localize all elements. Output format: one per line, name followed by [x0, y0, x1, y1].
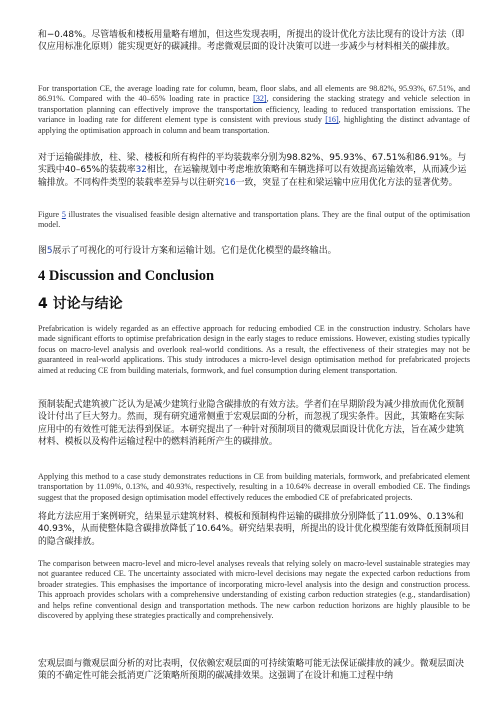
- section-heading-zh: 4 讨论与结论: [38, 296, 123, 312]
- text-segment: Applying this method to a case study demonstrates reductions in CE from building materials, formwork, and prefabricated element transportation by 11.09%, 0.13%, and 40.93%, respectively, resulting in a 10.64% decrease in overall embodied CE. The findings suggest that the proposed design optimisation model effectively reduces the embodied CE of prefabricated projects.: [38, 472, 470, 502]
- text-segment: 对于运输碳排放，柱、梁、楼板和所有构件的平均装载率分别为98.82%、95.93%、67.51%和86.91%。与实践中40–65%的装载率: [38, 153, 467, 176]
- paragraph-zh-case-study: 将此方法应用于案例研究，结果显示建筑材料、模板和预制构件运输的碳排放分别降低了11.09%、0.13%和40.93%，从而使整体隐含碳排放降低了10.64%。研究结果表明，所提出的设计优化模型能有效降低预制项目的隐含碳排放。: [38, 512, 470, 547]
- text-segment: , considering the stacking strategy and vehicle selection in transportation planning can effectively improve the transportation efficiency, leading to reduced transportation emissions. The variance in loading rate for different element type is consistent with previous study: [38, 94, 471, 125]
- text-segment: 图: [38, 246, 47, 256]
- text-segment: Prefabrication is widely regarded as an effective approach for reducing embodied CE in the construction industry. Scholars have made significant efforts to optimise prefabrication design in the early stages to reduce emissions. However, existing studies typically focus on macro-level analysis and overlook real-world conditions. As a result, the effectiveness of their strategies may not be guaranteed in real-world applications. This study introduces a micro-level design optimisation method for prefabricated projects aimed at reducing CE from building materials, formwork, and fuel consumption during element transportation.: [38, 324, 470, 375]
- section-heading-en: 4 Discussion and Conclusion: [38, 268, 215, 284]
- citation-link-16[interactable]: [16]: [325, 115, 339, 125]
- citation-link-32[interactable]: [32]: [253, 94, 267, 104]
- paragraph-zh-figure5: [38, 245, 470, 257]
- citation-link-32-zh[interactable]: 32: [135, 165, 147, 176]
- text-segment: illustrates the visualised feasible design alternative and transportation plans. They are the final output of the optimisation model.: [38, 210, 471, 230]
- paragraph-zh-transportation: [38, 152, 470, 189]
- text-segment: 相比，在运输规划中考虑堆放策略和车辆选择可以有效提高运输效率，从而减少运输排放。不同构件类型的装载率差异与以往研究: [38, 165, 467, 188]
- text-segment: Figure: [38, 210, 62, 219]
- text-segment: , highlighting the distinct advantage of applying the optimisation approach in column and beam transportation.: [38, 115, 470, 135]
- paragraph-en-case-study: [38, 472, 470, 503]
- paragraph-en-prefabrication: [38, 324, 470, 376]
- text-segment: 展示了可视化的可行设计方案和运输计划。它们是优化模型的最终输出。: [52, 246, 337, 256]
- text-segment: For transportation CE, the average loading rate for column, beam, floor slabs, and all elements are 98.82%, 95.93%, 67.51%, and 86.91%. Compared with the 40–65% loading rate in practice: [38, 84, 470, 104]
- citation-link-16-zh[interactable]: 16: [224, 177, 236, 188]
- paragraph-en-figure5: [38, 210, 470, 231]
- figure-link-5-zh[interactable]: 5: [46, 246, 53, 256]
- paragraph-zh-loading-summary: 和−0.48%。尽管墙板和楼板用量略有增加，但这些发现表明，所提出的设计优化方法比现有的设计方法（即仅应用标准化原则）能实现更好的碳减排。考虑微观层面的设计决策可以进一步减少与材料相关的碳排放。: [38, 30, 465, 53]
- paragraph-en-macro-micro: [38, 559, 470, 621]
- paragraph-en-transportation: [38, 84, 470, 136]
- text-segment: The comparison between macro-level and micro-level analyses reveals that relying solely on macro-level sustainable strategies may not guarantee reduced CE. The uncertainty associated with micro-level decisions may negate the expected carbon reductions from broader strategies. This emphasises the importance of incorporating micro-level analysis into the design and construction process. This approach provides scholars with a comprehensive understanding of existing carbon reduction strategies (e.g., standardisation) and helps refine conventional design and transportation methods. The new carbon reduction horizons are highly plausible to be discovered by applying these strategies practically and comprehensively.: [38, 559, 470, 621]
- paragraph-zh-macro-micro: 宏观层面与微观层面分析的对比表明，仅依赖宏观层面的可持续策略可能无法保证碳排放的减少。微观层面决策的不确定性可能会抵消更广泛策略所预期的碳减排效果。这强调了在设计和施工过程中纳: [38, 659, 464, 682]
- paragraph-zh-prefabrication: 预制装配式建筑被广泛认为是减少建筑行业隐含碳排放的有效方法。学者们在早期阶段为减少排放而优化预制设计付出了巨大努力。然而，现有研究通常侧重于宏观层面的分析，而忽视了现实条件。因此，其策略在实际应用中的有效性可能无法得到保证。本研究提出了一种针对预制项目的微观层面设计优化方法，旨在减少建筑材料、模板以及构件运输过程中的燃料消耗所产生的碳排放。: [38, 400, 464, 448]
- text-segment: 一致，突显了在柱和梁运输中应用优化方法的显著优势。: [235, 177, 458, 188]
- figure-link-5[interactable]: 5: [61, 210, 66, 219]
